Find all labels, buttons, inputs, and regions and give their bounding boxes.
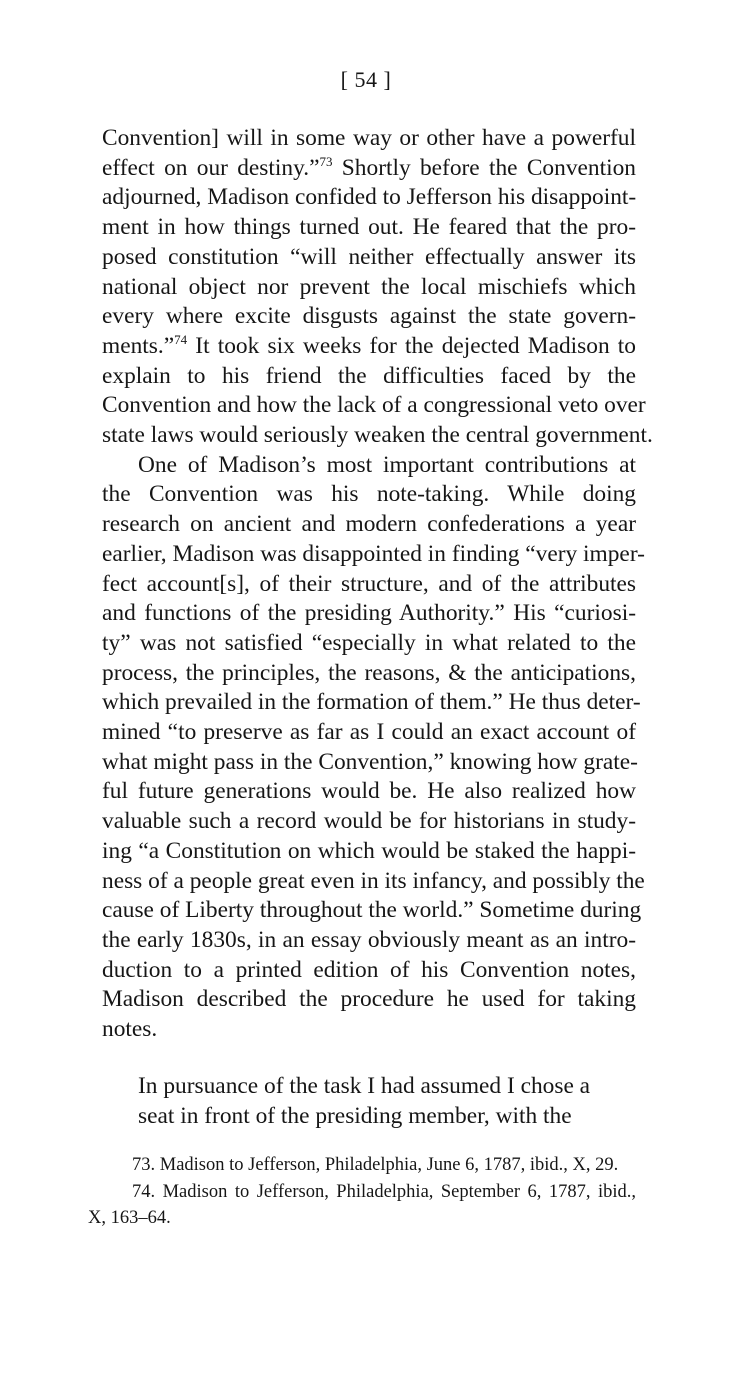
text-run: It took six weeks for the dejected Madison to [195, 332, 636, 359]
footnote-line: 73. Madison to Jefferson, Philadelphia, June 6, 1787, ibid., X, 29. [132, 1155, 619, 1175]
text-line: what might pass in the Convention,” knowing how grate- [102, 748, 638, 775]
footnote-ref-74: 74 [174, 331, 188, 347]
text-line: earlier, Madison was disappointed in finding “very imper- [102, 540, 645, 567]
text-line: state laws would seriously weaken the central government. [102, 422, 653, 449]
text-line: ty” was not satisfied “especially in what related to the [102, 629, 636, 656]
text-line [102, 154, 636, 184]
text-line: process, the principles, the reasons, & the anticipations, [102, 659, 636, 686]
text-line: research on ancient and modern confederations a year [102, 511, 636, 538]
block-quote [138, 1072, 600, 1131]
text-line: Madison described the procedure he used for taking [102, 986, 636, 1013]
main-text [102, 124, 653, 1045]
footnote-73 [102, 1152, 636, 1179]
paragraph-2 [102, 451, 645, 1045]
text-line: Convention] will in some way or other have a powerful [102, 125, 636, 151]
text-line: ment in how things turned out. He feared that the pro- [102, 214, 636, 241]
text-line: adjourned, Madison confided to Jefferson his disappoint- [102, 184, 637, 211]
text-line: mined “to preserve as far as I could an exact account of [102, 719, 636, 746]
text-run: ments.” [102, 332, 175, 359]
text-line: the Convention was his note-taking. While doing [102, 481, 636, 508]
footnotes [88, 1152, 636, 1232]
text-run: Shortly before the Convention [341, 154, 636, 181]
footnote-74 [88, 1179, 636, 1232]
text-line: fect account[s], of their structure, and of the attributes [102, 570, 636, 597]
footnote-line: 74. Madison to Jefferson, Philadelphia, September 6, 1787, ibid., [132, 1181, 636, 1202]
text-line: ness of a people great even in its infancy, and possibly the [102, 867, 645, 894]
text-line [102, 332, 636, 362]
text-line: the early 1830s, in an essay obviously meant as an intro- [102, 926, 636, 953]
page-number: [ 54 ] [340, 67, 392, 92]
text-line: and functions of the presiding Authority.” His “curiosi- [102, 600, 636, 627]
text-line: which prevailed in the formation of them.” He thus deter- [102, 689, 641, 716]
text-line: ful future generations would be. He also realized how [102, 778, 636, 805]
text-line: posed constitution “will neither effectually answer its [102, 243, 636, 270]
quote-line: In pursuance of the task I had assumed I chose a [138, 1073, 591, 1099]
text-line: ing “a Constitution on which would be staked the happi- [102, 837, 636, 864]
text-line: cause of Liberty throughout the world.” Sometime during [102, 897, 642, 924]
paragraph-1 [102, 124, 653, 451]
text-line: explain to his friend the difficulties faced by the [102, 362, 636, 389]
text-line: notes. [102, 1016, 158, 1043]
text-line: valuable such a record would be for historians in study- [102, 808, 636, 835]
text-line: Convention and how the lack of a congressional veto over [102, 392, 646, 419]
quote-line: seat in front of the presiding member, with the [138, 1102, 572, 1129]
footnote-line: X, 163–64. [88, 1208, 171, 1228]
text-line: One of Madison’s most important contributions at [138, 451, 636, 478]
text-line: duction to a printed edition of his Convention notes, [102, 956, 636, 983]
text-run: effect on our destiny.” [102, 154, 320, 181]
footnote-ref-73: 73 [319, 153, 333, 169]
text-line: national object nor prevent the local mischiefs which [102, 273, 636, 300]
text-line: every where excite disgusts against the state govern- [102, 303, 636, 330]
